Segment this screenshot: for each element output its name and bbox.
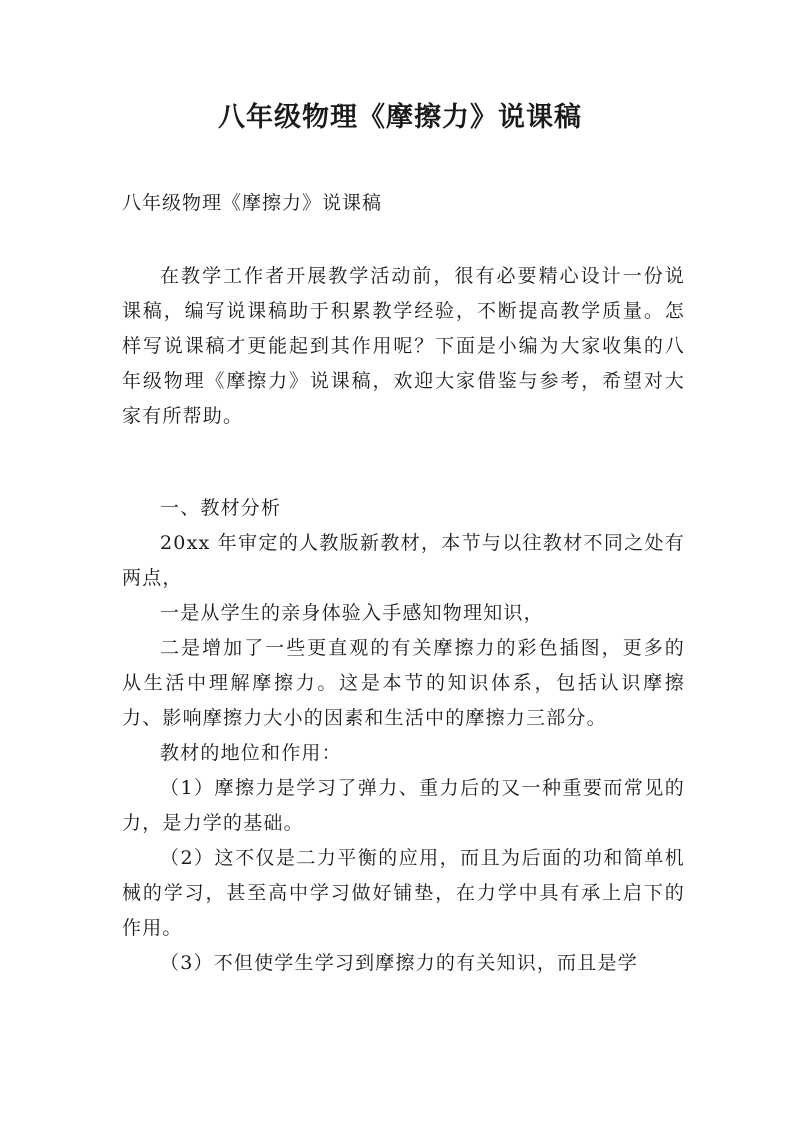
document-subtitle: 八年级物理《摩擦力》说课稿 — [122, 192, 383, 214]
paragraph: 二是增加了一些更直观的有关摩擦力的彩色插图，更多的从生活中理解摩擦力。这是本节的知识体系，包括认识摩擦力、影响摩擦力大小的因素和生活中的摩擦力三部分。 — [122, 637, 685, 729]
intro-paragraph: 在教学工作者开展教学活动前，很有必要精心设计一份说课稿，编写说课稿助于积累教学经验，不断提高教学质量。怎样写说课稿才更能起到其作用呢？下面是小编为大家收集的八年级物理《摩擦力》说课稿，欢迎大家借鉴与参考，希望对大家有所帮助。 — [122, 265, 685, 427]
intro-block — [122, 259, 685, 434]
paragraph: （3）不但使学生学习到摩擦力的有关知识，而且是学 — [160, 952, 638, 974]
document-title: 八年级物理《摩擦力》说课稿 — [218, 102, 582, 133]
paragraph: 教材的地位和作用： — [160, 742, 342, 764]
paragraph: 20xx 年审定的人教版新教材，本节与以往教材不同之处有两点， — [122, 532, 685, 589]
paragraph: （1）摩擦力是学习了弹力、重力后的又一种重要而常见的力，是力学的基础。 — [122, 777, 685, 834]
section-textbook-analysis — [122, 491, 685, 981]
paragraph: 一是从学生的亲身体验入手感知物理知识， — [160, 602, 544, 624]
section-heading: 一、教材分析 — [160, 497, 282, 519]
paragraph: （2）这不仅是二力平衡的应用，而且为后面的功和简单机械的学习，甚至高中学习做好铺垫，在力学中具有承上启下的作用。 — [122, 847, 685, 939]
